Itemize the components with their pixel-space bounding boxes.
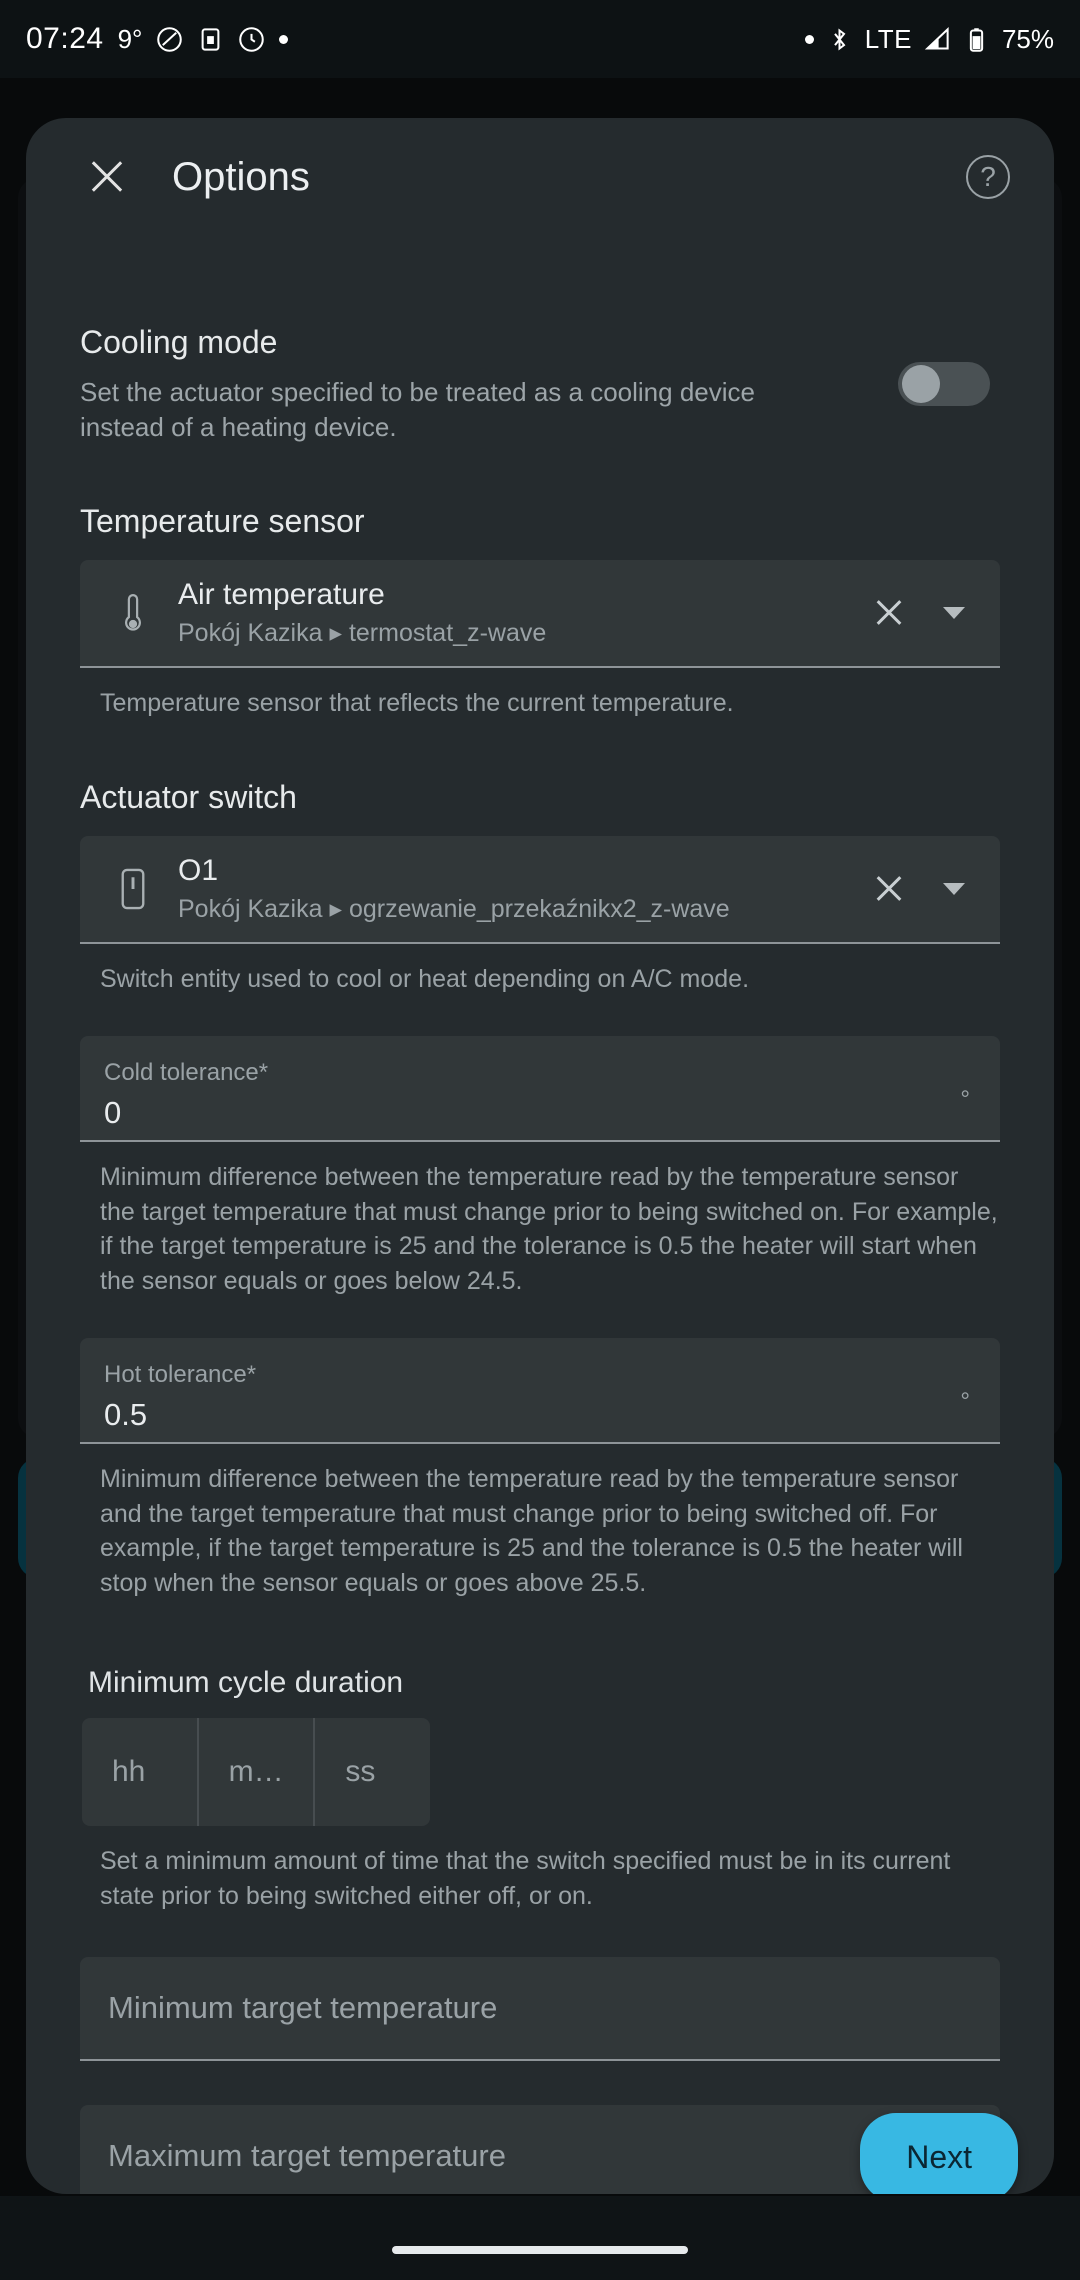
battery-percent: 75%: [1001, 23, 1054, 54]
network-type-label: LTE: [864, 23, 912, 54]
actuator-switch-value-group: [160, 854, 866, 924]
battery-icon: [963, 26, 990, 53]
minimum-cycle-duration-input[interactable]: [82, 1718, 430, 1826]
hot-tolerance-helper: Minimum difference between the temperature read by the temperature sensor and the target temperature that must change prior to being switched off. For example, if the target temperature is 25 and the tolerance is 0.5 the heater will stop when the sensor equals or goes above 25.5.: [100, 1465, 963, 1597]
status-bar-left: [26, 22, 805, 56]
bluetooth-icon: [826, 26, 853, 53]
temperature-sensor-value: Air temperature: [178, 578, 385, 612]
thermometer-icon: [106, 591, 160, 635]
cold-tolerance-helper: Minimum difference between the temperature read by the temperature sensor the target temperature that must change prior to being switched on. For example, if the target temperature is 25 and the tolerance is 0.5 the heater will start when the sensor equals or goes below 24.5.: [100, 1163, 998, 1295]
hot-tolerance-suffix: °: [960, 1388, 970, 1416]
sim-card-icon: [197, 26, 224, 53]
cooling-mode-title: Cooling mode: [80, 324, 278, 360]
actuator-switch-value: O1: [178, 853, 219, 887]
cooling-mode-toggle[interactable]: [898, 362, 990, 406]
cooling-mode-row: [80, 236, 1000, 445]
dot-icon: [805, 35, 814, 44]
dialog-title: Options: [172, 154, 310, 199]
home-gesture-pill[interactable]: [392, 2246, 688, 2254]
next-button[interactable]: Next: [860, 2113, 1018, 2194]
weather-temperature: 9°: [117, 23, 143, 54]
temperature-sensor-subtitle: Pokój Kazika ▸ termostat_z-wave: [178, 619, 547, 648]
clock: 07:24: [26, 22, 104, 55]
actuator-switch-subtitle: Pokój Kazika ▸ ogrzewanie_przekaźnikx2_z-wave: [178, 894, 730, 923]
duration-seconds-input[interactable]: ss: [345, 1755, 376, 1789]
temperature-sensor-value-group: [160, 578, 866, 648]
clear-icon[interactable]: [866, 866, 912, 912]
duration-minutes-input[interactable]: m…: [228, 1755, 284, 1789]
temperature-sensor-picker[interactable]: [80, 560, 1000, 668]
dialog-body: [26, 236, 1054, 2194]
status-bar: [0, 0, 1080, 78]
actuator-switch-label: Actuator switch: [80, 778, 297, 815]
cold-tolerance-label: Cold tolerance*: [104, 1059, 269, 1087]
clear-icon[interactable]: [866, 590, 912, 636]
minimum-target-temperature-field[interactable]: Minimum target temperature: [80, 1957, 1000, 2061]
chevron-down-icon[interactable]: [934, 593, 974, 633]
do-not-disturb-icon: [238, 26, 265, 53]
temperature-sensor-label: Temperature sensor: [80, 503, 365, 540]
minimum-cycle-duration-label: Minimum cycle duration: [88, 1666, 404, 1700]
duration-hours-input[interactable]: hh: [112, 1755, 146, 1789]
temperature-sensor-helper: Temperature sensor that reflects the current temperature.: [100, 689, 734, 718]
help-icon[interactable]: ?: [966, 155, 1010, 199]
minimum-cycle-duration-helper: Set a minimum amount of time that the switch specified must be in its current state prior to being switched either off, or on.: [100, 1847, 951, 1910]
cooling-mode-text: [80, 324, 898, 445]
actuator-switch-picker[interactable]: [80, 836, 1000, 944]
hot-tolerance-label: Hot tolerance*: [104, 1361, 257, 1389]
no-ads-icon: [156, 26, 183, 53]
maximum-target-temperature-field[interactable]: Maximum target temperature: [80, 2105, 1000, 2194]
dialog-header: [26, 118, 1054, 236]
cold-tolerance-value: 0: [104, 1095, 122, 1131]
toggle-knob: [902, 365, 940, 403]
status-bar-right: [805, 24, 1054, 55]
signal-bars-icon: [924, 26, 951, 53]
chevron-down-icon[interactable]: [934, 869, 974, 909]
options-dialog: [26, 118, 1054, 2194]
navigation-bar: [0, 2196, 1080, 2280]
dot-icon: [279, 35, 288, 44]
cold-tolerance-field[interactable]: [80, 1036, 1000, 1142]
close-icon[interactable]: [84, 154, 130, 200]
switch-icon: [106, 867, 160, 911]
cold-tolerance-suffix: °: [960, 1086, 970, 1114]
actuator-switch-helper: Switch entity used to cool or heat depending on A/C mode.: [100, 964, 750, 993]
hot-tolerance-value: 0.5: [104, 1397, 148, 1433]
hot-tolerance-field[interactable]: [80, 1338, 1000, 1444]
cooling-mode-description: Set the actuator specified to be treated as a cooling device instead of a heating device.: [80, 377, 755, 443]
